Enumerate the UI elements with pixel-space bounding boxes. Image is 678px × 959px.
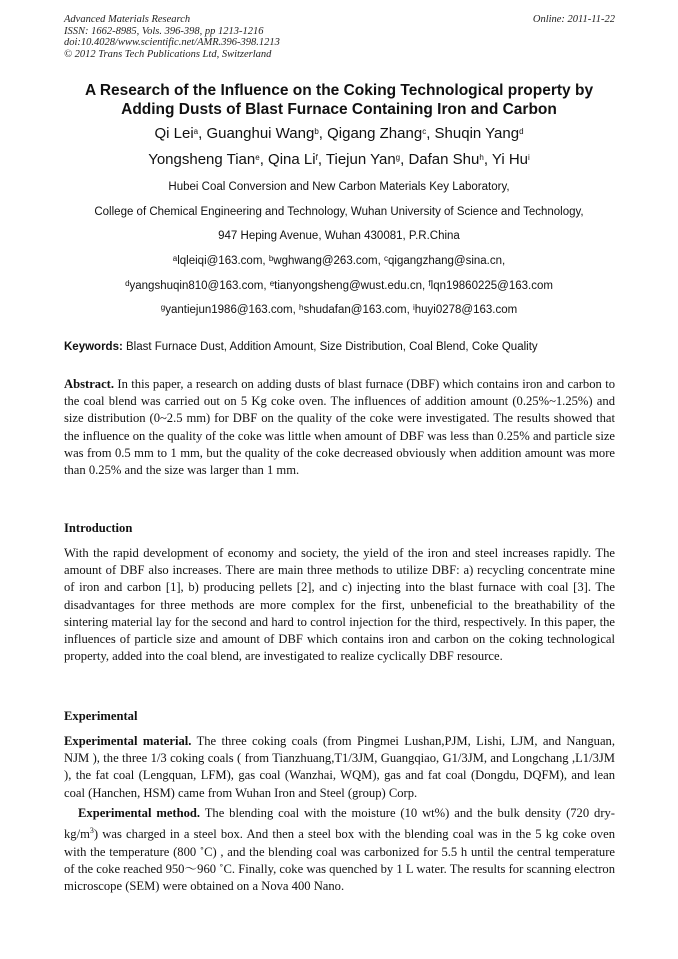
- method-sup: 3: [89, 826, 94, 836]
- email-sup: e: [269, 278, 275, 288]
- author-name: Shuqin Yang: [434, 125, 520, 142]
- author-name: Yongsheng Tian: [148, 151, 256, 168]
- affiliation-line-2: College of Chemical Engineering and Technology, Wuhan University of Science and Technology,: [94, 205, 584, 218]
- author-list: [40, 121, 638, 173]
- email-address: shudafan@163.com: [303, 304, 407, 316]
- author-name: Tiejun Yan: [325, 151, 396, 168]
- material-label: Experimental material.: [64, 734, 192, 748]
- introduction-heading: Introduction: [64, 521, 133, 535]
- introduction-text: With the rapid development of economy and society, the yield of the iron and steel increases rapidly. The amount of DBF also increases. There are main three methods to utilize DBF: a) recycling concentrate mine of iron and carbon [1], b) producing pellets [2], and c) injecting into the blast furnace with coal [3]. The disadvantages for three methods are more complex for the first, unbeneficial to the breathability of the sintering material lay for the second and hard to control injection for the third, respectively. In this paper, the influences of particle size and amount of DBF which contains iron and carbon on the coking technological property, added into the coal blend, are investigated to realize cyclically DBF resource.: [64, 546, 615, 664]
- method-text-2: ) was charged in a steel box. And then a steel box with the blending coal was in the 5 kg coke oven with the temperature (800 ˚C) , and the blending coal was carbonized for 5.5 h until the central temperature of the coke reached 950～960 ˚C. Finally, coke was quenched by 1 L water. The results for scanning electron microscope (SEM) were obtained on a Nova 400 Nano.: [64, 827, 615, 893]
- email-sup: a: [172, 254, 178, 263]
- abstract-label: Abstract.: [64, 377, 115, 391]
- email-sup: g: [160, 303, 166, 312]
- copyright-line: © 2012 Trans Tech Publications Ltd, Switzerland: [64, 48, 272, 60]
- email-line-3: $^g$yantiejun1986@163.com, $^h$shudafan@163.com, $^i$huyi0278@163.com: [160, 303, 518, 316]
- journal-header: [64, 14, 280, 60]
- author-sup: a: [193, 127, 199, 136]
- affiliation: [20, 175, 658, 249]
- author-line-1: Qi Lei$^a$, Guanghui Wang$^b$, Qigang Zhang$^c$, Shuqin Yang$^d$: [154, 125, 524, 142]
- title-line-1: A Research of the Influence on the Coking Technological property by: [84, 82, 594, 99]
- paper-title: [40, 81, 638, 119]
- author-name: Dafan Shu: [408, 151, 480, 168]
- abstract: [64, 376, 615, 479]
- author-name: Qi Lei: [154, 125, 194, 142]
- email-sup: b: [268, 254, 274, 263]
- email-sup: i: [412, 303, 415, 312]
- email-address: tianyongsheng@wust.edu.cn: [274, 279, 423, 292]
- author-sup: g: [395, 153, 401, 162]
- online-date: Online: 2011-11-22: [532, 14, 615, 25]
- email-address: lqleiqi@163.com: [177, 255, 263, 267]
- author-sup: h: [479, 153, 484, 162]
- keywords-label: Keywords:: [64, 341, 123, 353]
- experimental-method: [64, 805, 615, 895]
- email-line-1: $^a$lqleiqi@163.com, $^b$wghwang@263.com, $^c$qigangzhang@sina.cn,: [172, 254, 506, 267]
- author-sup: d: [519, 127, 524, 136]
- abstract-text: In this paper, a research on adding dusts of blast furnace (DBF) which contains iron and carbon to the coal blend was carried out on 5 Kg coke oven. The influences of addition amount (0.25%~1.25%) and size distribution (0~2.5 mm) for DBF on the quality of the coke were investigated. The results showed that the influence on the quality of the coke was little when amount of DBF was less than 0.25% and particle size was from 0.5 mm to 1 mm, but the quality of the coke decreased obviously when addition amount was more than 0.25% and the size was larger than 1 mm.: [64, 377, 615, 478]
- keywords-text: Blast Furnace Dust, Addition Amount, Size Distribution, Coal Blend, Coke Quality: [126, 341, 538, 353]
- issn-line: ISSN: 1662-8985, Vols. 396-398, pp 1213-1216: [64, 25, 264, 37]
- email-address: wghwang@263.com: [273, 255, 378, 267]
- email-address: huyi0278@163.com: [414, 304, 518, 316]
- journal-name: Advanced Materials Research: [64, 14, 191, 25]
- author-sup: c: [422, 127, 427, 136]
- method-label: Experimental method.: [78, 806, 201, 820]
- email-sup: c: [384, 254, 389, 263]
- affiliation-line-3: 947 Heping Avenue, Wuhan 430081, P.R.China: [218, 230, 460, 242]
- author-name: Qigang Zhang: [327, 125, 423, 142]
- author-name: Guanghui Wang: [206, 125, 315, 142]
- method-text-1: The blending coal with the moisture (10 wt%) and the bulk density (720 dry-kg/m: [64, 806, 616, 842]
- author-name: Qina Li: [268, 151, 316, 168]
- email-sup: f: [428, 278, 431, 288]
- keywords: [64, 339, 624, 355]
- experimental-material: [64, 733, 615, 802]
- experimental-heading: Experimental: [64, 709, 138, 723]
- doi-line: doi:10.4028/www.scientific.net/AMR.396-398.1213: [64, 37, 280, 48]
- author-name: Yi Hu: [491, 151, 529, 168]
- author-sup: f: [315, 153, 318, 162]
- affiliation-line-1: Hubei Coal Conversion and New Carbon Materials Key Laboratory,: [168, 181, 510, 193]
- material-text: The three coking coals (from Pingmei Lushan,PJM, Lishi, LJM, and Nanguan, NJM ), the three 1/3 coking coals ( from Tianzhuang,T1/3JM, Guangqiao, G1/3JM, and Longchang ,L1/3JM ), the fat coal (Lengquan, LFM), gas coal (Wanzhai, WQM), gas and fat coal (Dongdu, DQFM), and lean coal (Hanchen, HSM) came from Wuhan Iron and Steel (group) Corp.: [64, 734, 615, 800]
- email-line-2: $^d$yangshuqin810@163.com, $^e$tianyongsheng@wust.edu.cn, $^f$lqn19860225@163.com: [125, 278, 553, 292]
- email-list: [20, 249, 658, 323]
- author-sup: e: [255, 153, 260, 162]
- author-sup: i: [528, 153, 530, 162]
- email-address: yangshuqin810@163.com: [129, 279, 264, 292]
- email-sup: h: [299, 303, 304, 312]
- author-line-2: Yongsheng Tian$^e$, Qina Li$^f$, Tiejun Yan$^g$, Dafan Shu$^h$, Yi Hu$^i$: [148, 151, 530, 168]
- email-sup: d: [125, 278, 130, 288]
- email-address: yantiejun1986@163.com: [165, 304, 293, 316]
- author-sup: b: [314, 127, 319, 136]
- title-line-2: Adding Dusts of Blast Furnace Containing Iron and Carbon: [121, 101, 557, 118]
- email-address: qigangzhang@sina.cn: [388, 255, 503, 267]
- email-address: lqn19860225@163.com: [430, 279, 553, 292]
